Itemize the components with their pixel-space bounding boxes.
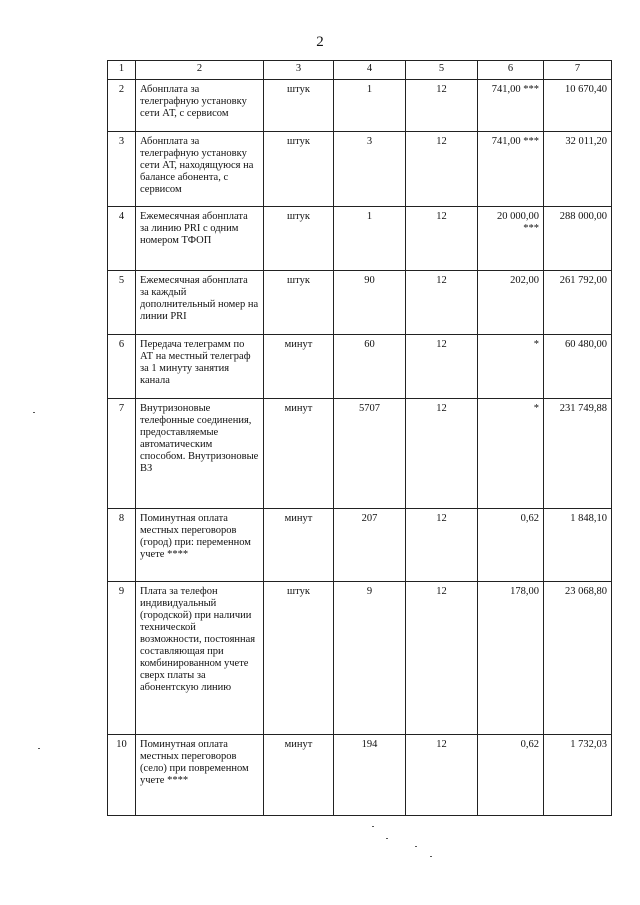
header-cell: 7 <box>544 61 612 80</box>
quantity: 1 <box>334 80 406 132</box>
months: 12 <box>406 509 478 582</box>
total: 231 749,88 <box>544 399 612 509</box>
total: 32 011,20 <box>544 132 612 207</box>
service-name: Абонплата за телеграфную установку сети АТ, находящуюся на балансе абонента, с сервисом <box>136 132 264 207</box>
row-number: 4 <box>108 207 136 271</box>
unit: минут <box>264 735 334 816</box>
unit: штук <box>264 132 334 207</box>
unit: штук <box>264 207 334 271</box>
header-cell: 1 <box>108 61 136 80</box>
table-row <box>108 582 612 735</box>
months: 12 <box>406 335 478 399</box>
table-row <box>108 509 612 582</box>
months: 12 <box>406 132 478 207</box>
unit: минут <box>264 335 334 399</box>
service-name: Ежемесячная абонплата за линию PRI с одним номером ТФОП <box>136 207 264 271</box>
total: 23 068,80 <box>544 582 612 735</box>
quantity: 5707 <box>334 399 406 509</box>
row-number: 2 <box>108 80 136 132</box>
row-number: 3 <box>108 132 136 207</box>
service-name: Поминутная оплата местных переговоров (город) при: переменном учете **** <box>136 509 264 582</box>
price: 741,00 *** <box>478 80 544 132</box>
unit: штук <box>264 80 334 132</box>
months: 12 <box>406 399 478 509</box>
table-row <box>108 271 612 335</box>
quantity: 60 <box>334 335 406 399</box>
header-cell: 3 <box>264 61 334 80</box>
months: 12 <box>406 582 478 735</box>
months: 12 <box>406 271 478 335</box>
price: 741,00 *** <box>478 132 544 207</box>
table-header-row <box>108 61 612 80</box>
months: 12 <box>406 735 478 816</box>
quantity: 194 <box>334 735 406 816</box>
months: 12 <box>406 80 478 132</box>
scan-speck <box>386 838 388 839</box>
tariff-table <box>107 60 612 816</box>
header-cell: 6 <box>478 61 544 80</box>
unit: минут <box>264 509 334 582</box>
table-row <box>108 335 612 399</box>
price: 0,62 <box>478 509 544 582</box>
price: 0,62 <box>478 735 544 816</box>
scan-speck <box>415 846 417 847</box>
quantity: 9 <box>334 582 406 735</box>
price: * <box>478 335 544 399</box>
quantity: 3 <box>334 132 406 207</box>
unit: штук <box>264 582 334 735</box>
row-number: 8 <box>108 509 136 582</box>
service-name: Передача телеграмм по АТ на местный телеграф за 1 минуту занятия канала <box>136 335 264 399</box>
page-number: 2 <box>316 34 324 50</box>
service-name: Ежемесячная абонплата за каждый дополнительный номер на линии PRI <box>136 271 264 335</box>
table-row <box>108 80 612 132</box>
price: 178,00 <box>478 582 544 735</box>
row-number: 7 <box>108 399 136 509</box>
unit: штук <box>264 271 334 335</box>
service-name: Поминутная оплата местных переговоров (село) при повременном учете **** <box>136 735 264 816</box>
total: 1 732,03 <box>544 735 612 816</box>
table-row <box>108 735 612 816</box>
total: 60 480,00 <box>544 335 612 399</box>
total: 10 670,40 <box>544 80 612 132</box>
quantity: 90 <box>334 271 406 335</box>
row-number: 10 <box>108 735 136 816</box>
months: 12 <box>406 207 478 271</box>
price: * <box>478 399 544 509</box>
scan-speck <box>372 826 374 827</box>
service-name: Плата за телефон индивидуальный (городской) при наличии технической возможности, постоянная составляющая при комбинированном учете сверх платы за абонентскую линию <box>136 582 264 735</box>
table-row <box>108 207 612 271</box>
row-number: 9 <box>108 582 136 735</box>
header-cell: 5 <box>406 61 478 80</box>
scan-speck <box>33 412 35 413</box>
table-row <box>108 132 612 207</box>
scan-speck <box>430 856 432 857</box>
row-number: 6 <box>108 335 136 399</box>
scan-speck <box>38 748 40 749</box>
service-name: Абонплата за телеграфную установку сети АТ, с сервисом <box>136 80 264 132</box>
total: 1 848,10 <box>544 509 612 582</box>
header-cell: 4 <box>334 61 406 80</box>
quantity: 1 <box>334 207 406 271</box>
unit: минут <box>264 399 334 509</box>
service-name: Внутризоновые телефонные соединения, предоставляемые автоматическим способом. Внутризоновые ВЗ <box>136 399 264 509</box>
price: 202,00 <box>478 271 544 335</box>
price: 20 000,00 *** <box>478 207 544 271</box>
header-cell: 2 <box>136 61 264 80</box>
total: 288 000,00 <box>544 207 612 271</box>
total: 261 792,00 <box>544 271 612 335</box>
table-row <box>108 399 612 509</box>
quantity: 207 <box>334 509 406 582</box>
row-number: 5 <box>108 271 136 335</box>
